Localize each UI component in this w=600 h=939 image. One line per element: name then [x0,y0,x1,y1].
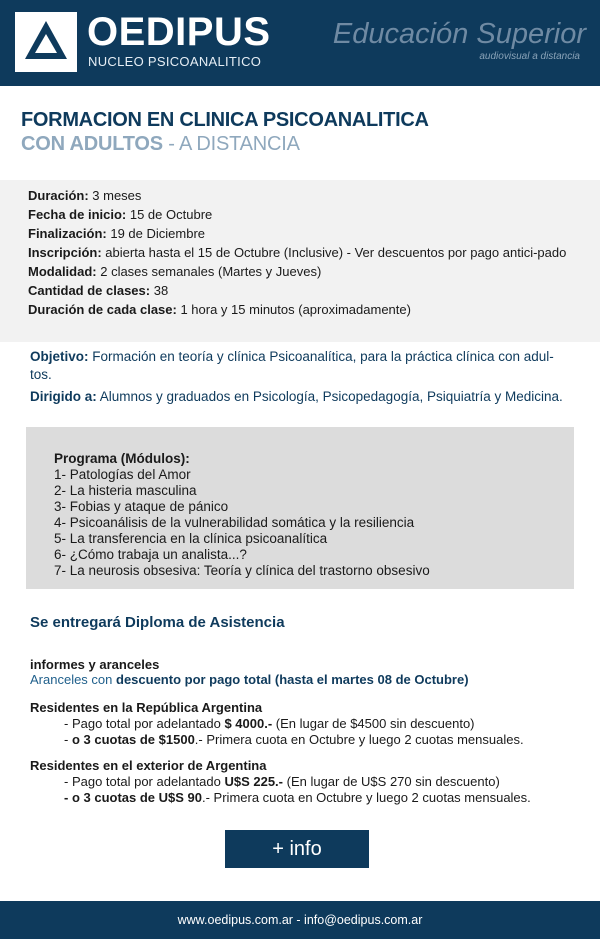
list-item: 2- La histeria masculina [54,483,197,498]
pricing-line: - o 3 cuotas de $1500.- Primera cuota en Octubre y luego 2 cuotas mensuales. [64,732,524,747]
detail-modalidad: Modalidad: 2 clases semanales (Martes y Jueves) [28,264,322,279]
triangle-logo-icon [21,17,71,67]
detail-finalizacion: Finalización: 19 de Diciembre [28,226,206,241]
pricing-argentina [30,700,524,748]
list-item: 3- Fobias y ataque de pánico [54,499,229,514]
page-title: FORMACION EN CLINICA PSICOANALITICA [21,109,429,131]
detail-inicio: Fecha de inicio: 15 de Octubre [28,207,213,222]
detail-duracion-clase: Duración de cada clase: 1 hora y 15 minutos (aproximadamente) [28,302,411,317]
list-item: 5- La transferencia en la clínica psicoanalítica [54,531,328,546]
list-item: 1- Patologías del Amor [54,467,191,482]
programa-title: Programa (Módulos): [54,451,190,466]
list-item: 4- Psicoanálisis de la vulnerabilidad somática y la resiliencia [54,515,415,530]
footer-contact[interactable]: www.oedipus.com.ar - info@oedipus.com.ar [0,901,600,939]
detail-cantidad: Cantidad de clases: 38 [28,283,169,298]
detail-duracion: Duración: 3 meses [28,188,142,203]
pricing-argentina-heading: Residentes en la República Argentina [30,700,263,715]
subtitle-bold: CON ADULTOS [21,133,163,155]
header [0,0,600,86]
info-button[interactable]: + info [225,830,369,868]
education-subtitle: audiovisual a distancia [479,51,580,62]
list-item: 6- ¿Cómo trabaja un analista...? [54,547,247,562]
list-item: 7- La neurosis obsesiva: Teoría y clínica del trastorno obsesivo [54,563,430,578]
pricing-exterior [30,758,531,806]
logo[interactable] [15,12,77,72]
pricing-line: - Pago total por adelantado $ 4000.- (En lugar de $4500 sin descuento) [64,716,475,731]
subtitle-rest: - A DISTANCIA [162,133,300,155]
detail-inscripcion: Inscripción: abierta hasta el 15 de Octubre (Inclusive) - Ver descuentos por pago antici-pado [28,245,567,260]
page-subtitle [21,133,300,156]
informes-heading: informes y aranceles [30,657,160,672]
pricing-exterior-heading: Residentes en el exterior de Argentina [30,758,267,773]
education-title: Educación Superior [332,18,586,50]
course-details [0,180,600,342]
aranceles-line: Aranceles con descuento por pago total (hasta el martes 08 de Octubre) [30,672,469,687]
brand-subtitle: NUCLEO PSICOANALITICO [88,54,262,69]
objetivo: Objetivo: Formación en teoría y clínica Psicoanalítica, para la práctica clínica con adul-tos. [30,349,554,382]
pricing-line: - Pago total por adelantado U$S 225.- (En lugar de U$S 270 sin descuento) [64,774,500,789]
diploma-notice: Se entregará Diploma de Asistencia [30,614,285,631]
dirigido-a: Dirigido a: Alumnos y graduados en Psicología, Psicopedagogía, Psiquiatría y Medicina. [30,389,563,404]
pricing-line: - o 3 cuotas de U$S 90.- Primera cuota en Octubre y luego 2 cuotas mensuales. [64,790,531,805]
programa-box [26,427,574,589]
brand-name: OEDIPUS [87,10,271,54]
